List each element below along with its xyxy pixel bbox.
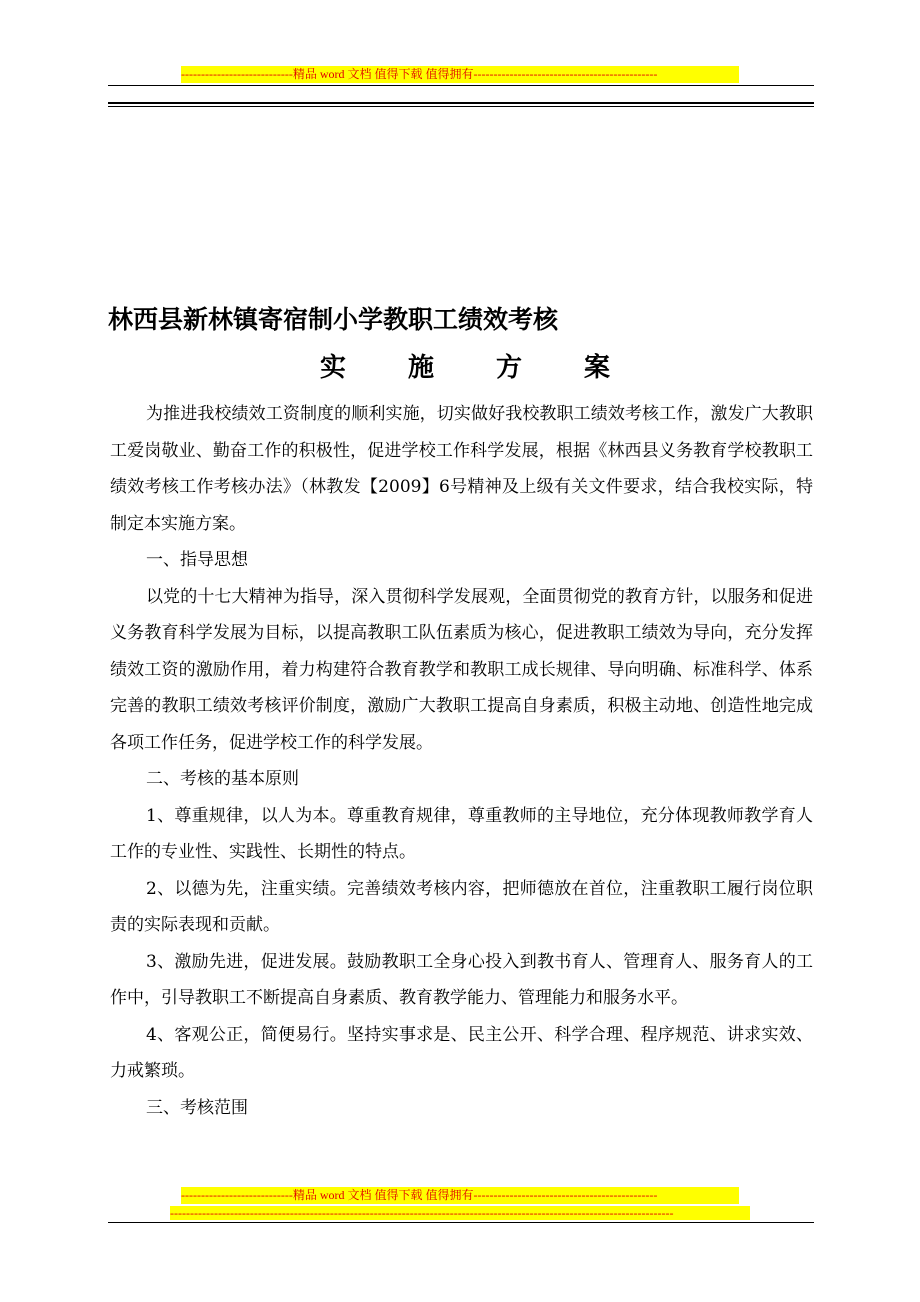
header-rule-thin	[108, 106, 814, 107]
section-heading: 一、指导思想	[146, 550, 248, 570]
subtitle-char: 施	[407, 353, 434, 383]
section-heading: 二、考核的基本原则	[146, 769, 299, 789]
paragraph: 1、尊重规律，以人为本。尊重教育规律，尊重教师的主导地位，充分体现教师教学育人工作的专业性、实践性、长期性的特点。	[110, 805, 813, 862]
paragraph: 以党的十七大精神为指导，深入贯彻科学发展观，全面贯彻党的教育方针，以服务和促进义务教育科学发展为目标，以提高教职工队伍素质为核心，促进教职工绩效为导向，充分发挥绩效工资的激励作用，着力构建符合教育教学和教职工成长规律、导向明确、标准科学、体系完善的教职工绩效考核评价制度，激励广大教职工提高自身素质，积极主动地、创造性地完成各项工作任务，促进学校工作的科学发展。	[110, 586, 813, 753]
document-body	[110, 396, 813, 1126]
paragraph: 4、客观公正，简便易行。坚持实事求是、民主公开、科学合理、程序规范、讲求实效、力戒繁琐。	[110, 1024, 813, 1081]
header-rule-thick	[108, 102, 814, 104]
subtitle-char: 实	[320, 353, 347, 383]
document-title: 林西县新林镇寄宿制小学教职工绩效考核	[108, 305, 559, 334]
subtitle-char: 案	[583, 353, 610, 383]
header-banner: ----------------------------精品 word 文档 值得下载 值得拥有----------------------------------------------	[181, 66, 739, 83]
footer-dash-line: ------------------------------------------------------------------------------------------------------------------------------	[170, 1206, 750, 1220]
footer-rule	[108, 1222, 814, 1223]
intro-paragraph: 为推进我校绩效工资制度的顺利实施，切实做好我校教职工绩效考核工作，激发广大教职工爱岗敬业、勤奋工作的积极性，促进学校工作科学发展，根据《林西县义务教育学校教职工绩效考核工作考核办法》（林教发【2009】6号精神及上级有关文件要求，结合我校实际，特制定本实施方案。	[110, 404, 813, 534]
section-heading: 三、考核范围	[146, 1097, 248, 1118]
footer-banner: ----------------------------精品 word 文档 值得下载 值得拥有----------------------------------------------	[181, 1187, 739, 1204]
header-rule	[108, 85, 814, 86]
document-subtitle	[320, 348, 610, 388]
subtitle-char: 方	[495, 353, 522, 383]
paragraph: 2、以德为先，注重实绩。完善绩效考核内容，把师德放在首位，注重教职工履行岗位职责的实际表现和贡献。	[110, 878, 813, 935]
paragraph: 3、激励先进，促进发展。鼓励教职工全身心投入到教书育人、管理育人、服务育人的工作中，引导教职工不断提高自身素质、教育教学能力、管理能力和服务水平。	[110, 951, 813, 1008]
